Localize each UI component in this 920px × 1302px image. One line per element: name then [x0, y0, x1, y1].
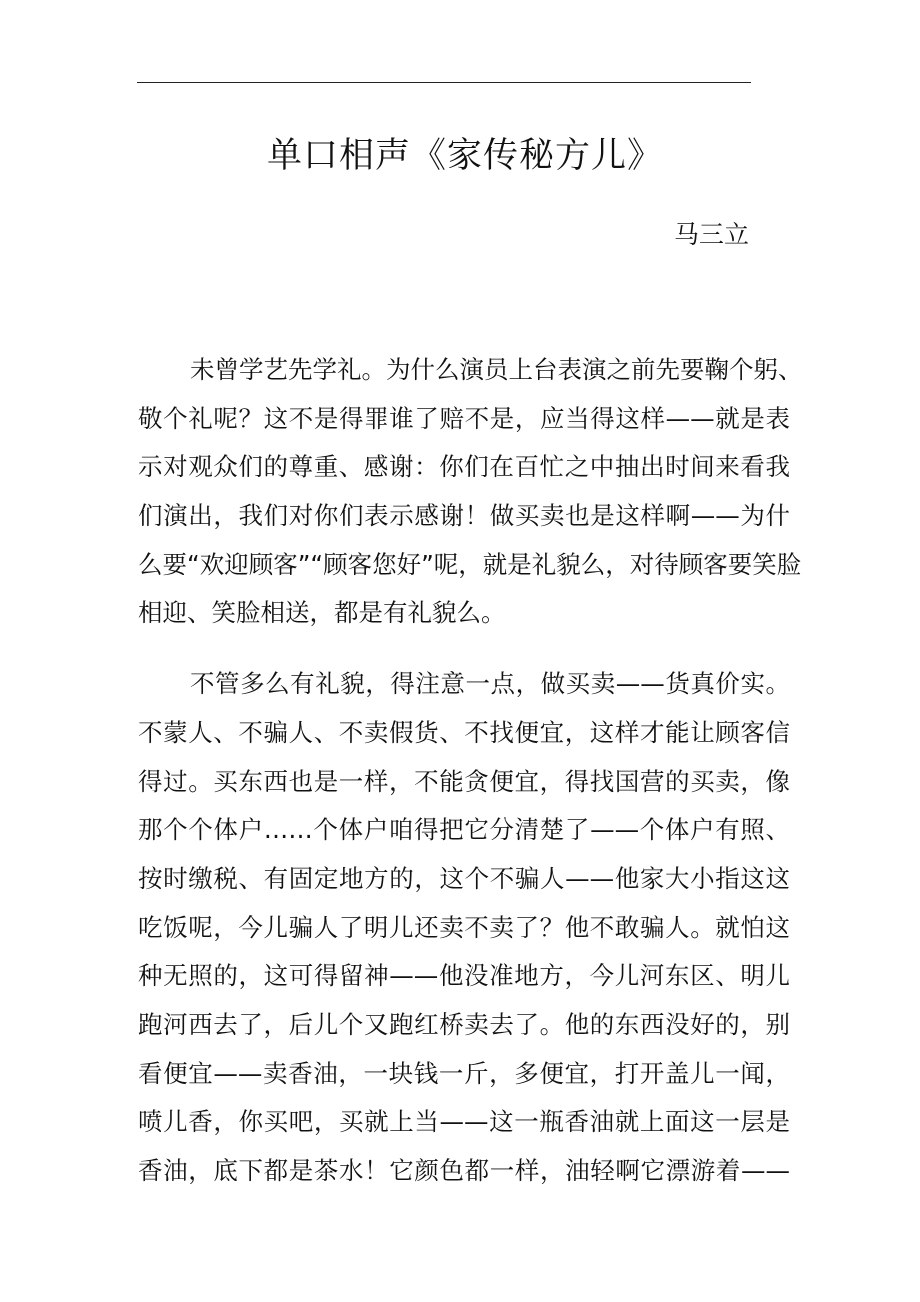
text-line: 不蒙人、不骗人、不卖假货、不找便宜，这样才能让顾客信	[138, 717, 790, 747]
text-line: 看便宜——卖香油，一块钱一斤，多便宜，打开盖儿一闻，	[138, 1058, 790, 1088]
text-line: 未曾学艺先学礼。为什么演员上台表演之前先要鞠个躬、	[190, 355, 803, 384]
text-line: 吃饭呢，今儿骗人了明儿还卖不卖了？他不敢骗人。就怕这	[138, 912, 790, 942]
text-line: 香油，底下都是茶水！它颜色都一样，油轻啊它漂游着——	[138, 1156, 790, 1185]
text-line: 示对观众们的尊重、感谢：你们在百忙之中抽出时间来看我	[138, 452, 790, 482]
author-name: 马三立	[674, 220, 750, 249]
text-line: 喷儿香，你买吧，买就上当——这一瓶香油就上面这一层是	[138, 1107, 790, 1137]
header-rule	[137, 82, 751, 83]
paragraph	[138, 664, 790, 1200]
paragraph	[138, 350, 803, 642]
text-line: 种无照的，这可得留神——他没准地方，今儿河东区、明儿	[138, 961, 790, 991]
text-line: 那个个体户……个体户咱得把它分清楚了——个体户有照、	[138, 815, 790, 845]
text-line: 跑河西去了，后儿个又跑红桥卖去了。他的东西没好的，别	[138, 1009, 790, 1039]
text-line: 相迎、笑脸相送，都是有礼貌么。	[138, 598, 506, 628]
text-line: 按时缴税、有固定地方的，这个不骗人——他家大小指这这	[138, 863, 790, 893]
document-body	[138, 350, 803, 1222]
text-line: 们演出，我们对你们表示感谢！做买卖也是这样啊——为什	[138, 501, 790, 531]
text-line: 得过。买东西也是一样，不能贪便宜，得找国营的买卖，像	[138, 766, 790, 796]
text-line: 不管多么有礼貌，得注意一点，做买卖——货真价实。	[190, 669, 790, 699]
text-line: 敬个礼呢？这不是得罪谁了赔不是，应当得这样——就是表	[138, 403, 790, 433]
document-title: 单口相声《家传秘方儿》	[266, 136, 663, 176]
text-line: 么要“欢迎顾客”“顾客您好”呢，就是礼貌么，对待顾客要笑脸	[138, 549, 802, 579]
